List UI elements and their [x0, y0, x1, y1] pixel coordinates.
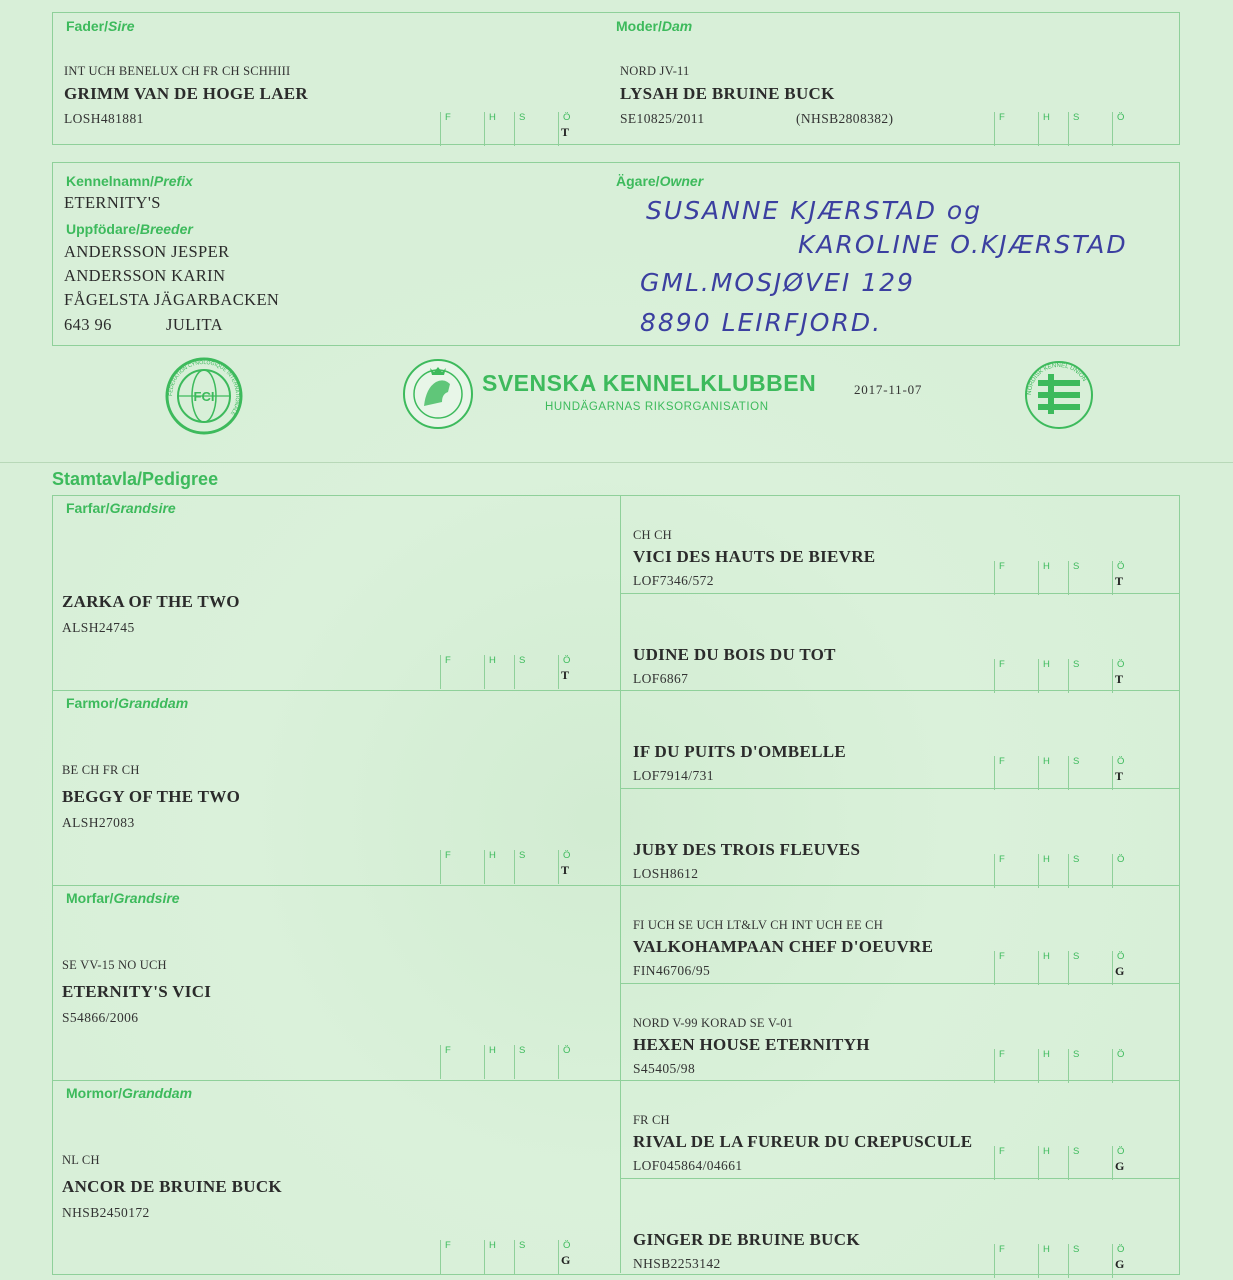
fci-ring-text: FÉDÉRATION CYNOLOGIQUE INTERNATIONALE — [167, 359, 241, 417]
great-grandparent-reg: NHSB2253142 — [633, 1255, 721, 1271]
great-grandparent-titles: NORD V-99 KORAD SE V-01 — [633, 1015, 794, 1030]
great-grandparent-health: F H S Ö — [994, 854, 1154, 888]
org-name: SVENSKA KENNELKLUBBEN — [482, 370, 817, 396]
owner-label: Ägare/Owner — [616, 173, 704, 189]
grandparent-health: F H S Ö G — [440, 1240, 600, 1274]
skk-seal — [402, 358, 474, 430]
great-grandparent-name: IF DU PUITS D'OMBELLE — [633, 742, 847, 761]
grandparent-label: Farmor/Granddam — [66, 695, 189, 711]
dam-titles: NORD JV-11 — [620, 64, 690, 78]
fold-line — [0, 462, 1233, 463]
grandparent-titles: BE CH FR CH — [62, 763, 140, 777]
row-divider — [620, 593, 1180, 594]
great-grandparent-health: F H S Ö T — [994, 659, 1154, 693]
grandparent-titles: NL CH — [62, 1153, 100, 1167]
great-grandparent-health: F H S Ö G — [994, 951, 1154, 985]
great-grandparent-health: F H S Ö T — [994, 561, 1154, 595]
breeder-line: FÅGELSTA JÄGARBACKEN — [64, 290, 280, 309]
grandparent-label: Farfar/Grandsire — [66, 500, 176, 516]
grandparent-name: ZARKA OF THE TWO — [62, 592, 240, 611]
row-divider — [52, 690, 620, 691]
issue-date: 2017-11-07 — [854, 382, 923, 397]
pedigree-divider — [620, 495, 621, 1273]
great-grandparent-reg: LOF6867 — [633, 670, 689, 686]
owner-line: GML.MOSJØVEI 129 — [640, 268, 915, 297]
grandparent-reg: S54866/2006 — [62, 1010, 139, 1025]
breeder-line: ANDERSSON JESPER — [64, 242, 230, 261]
great-grandparent-reg: LOSH8612 — [633, 865, 699, 881]
sire-titles: INT UCH BENELUX CH FR CH SCHHIII — [64, 64, 291, 78]
health-result: T — [1115, 574, 1124, 588]
grandparent-health: F H S Ö T — [440, 655, 600, 689]
grandparent-reg: NHSB2450172 — [62, 1205, 150, 1220]
great-grandparent-reg: S45405/98 — [633, 1060, 696, 1076]
owner-line: SUSANNE KJÆRSTAD og — [646, 196, 983, 225]
great-grandparent-name: VICI DES HAUTS DE BIEVRE — [633, 547, 876, 566]
breeder-line: ANDERSSON KARIN — [64, 266, 226, 285]
prefix-label: Kennelnamn/Prefix — [66, 173, 193, 189]
row-divider — [620, 788, 1180, 789]
grandparent-health: F H S Ö — [440, 1045, 600, 1079]
row-divider — [620, 983, 1180, 984]
great-grandparent-reg: LOF045864/04661 — [633, 1158, 743, 1173]
great-grandparent-titles: FI UCH SE UCH LT&LV CH INT UCH EE CH — [633, 918, 883, 932]
pedigree-heading: Stamtavla/Pedigree — [52, 469, 219, 489]
health-result: T — [1115, 671, 1124, 686]
org-subtitle: HUNDÄGARNAS RIKSORGANISATION — [545, 401, 769, 413]
great-grandparent-name: RIVAL DE LA FUREUR DU CREPUSCULE — [633, 1132, 973, 1151]
owner-line: KAROLINE O.KJÆRSTAD — [798, 230, 1128, 259]
health-result: T — [561, 863, 570, 877]
sire-reg: LOSH481881 — [64, 111, 144, 126]
row-divider — [52, 1080, 620, 1081]
breeder-label: Uppfödare/Breeder — [66, 221, 193, 237]
nku-logo — [1024, 358, 1094, 432]
great-grandparent-name: HEXEN HOUSE ETERNITYH — [633, 1034, 870, 1054]
breeder-city: JULITA — [166, 315, 223, 334]
dam-health: F H S Ö — [994, 112, 1154, 146]
great-grandparent-reg: FIN46706/95 — [633, 963, 711, 978]
breeder-postcode: 643 96 — [64, 315, 112, 334]
grandparent-reg: ALSH24745 — [62, 620, 135, 635]
sire-name: GRIMM VAN DE HOGE LAER — [64, 84, 308, 103]
grandparent-name: BEGGY OF THE TWO — [62, 787, 241, 806]
dam-reg-alt: (NHSB2808382) — [796, 111, 894, 126]
dam-name: LYSAH DE BRUINE BUCK — [620, 84, 835, 103]
grandparent-label: Mormor/Granddam — [66, 1085, 193, 1101]
great-grandparent-health: F H S Ö G — [994, 1244, 1154, 1278]
great-grandparent-reg: LOF7346/572 — [633, 573, 714, 588]
sire-health: F H S Ö T — [440, 112, 600, 146]
dam-reg: SE10825/2011 — [620, 111, 705, 126]
great-grandparent-name: UDINE DU BOIS DU TOT — [633, 644, 836, 664]
owner-line: 8890 LEIRFJORD. — [640, 308, 883, 337]
great-grandparent-health: F H S Ö T — [994, 756, 1154, 790]
health-result: G — [1115, 1256, 1125, 1271]
row-divider — [620, 1080, 1180, 1081]
grandparent-titles: SE VV-15 NO UCH — [62, 958, 167, 972]
great-grandparent-titles: FR CH — [633, 1113, 670, 1127]
kennel-prefix: ETERNITY'S — [64, 193, 161, 212]
health-result: T — [561, 668, 570, 682]
great-grandparent-titles: CH CH — [633, 528, 672, 542]
great-grandparent-health: F H S Ö — [994, 1049, 1154, 1083]
health-result: G — [561, 1253, 571, 1267]
health-result: G — [1115, 1159, 1125, 1173]
nku-ring-text: NORDISK KENNEL UNION — [1026, 362, 1088, 396]
grandparent-name: ETERNITY'S VICI — [62, 982, 212, 1001]
sire-health-result: T — [561, 125, 570, 139]
fci-text: FCI — [193, 389, 215, 404]
grandparent-health: F H S Ö T — [440, 850, 600, 884]
health-result: G — [1115, 964, 1125, 978]
row-divider — [620, 1178, 1180, 1179]
row-divider — [52, 885, 620, 886]
fci-logo — [164, 356, 244, 436]
great-grandparent-name: JUBY DES TROIS FLEUVES — [633, 839, 861, 859]
row-divider — [620, 690, 1180, 691]
health-result: T — [1115, 769, 1124, 783]
grandparent-label: Morfar/Grandsire — [66, 890, 180, 906]
grandparent-name: ANCOR DE BRUINE BUCK — [62, 1177, 282, 1196]
dam-label: Moder/Dam — [616, 18, 693, 34]
grandparent-reg: ALSH27083 — [62, 815, 135, 830]
great-grandparent-name: VALKOHAMPAAN CHEF D'OEUVRE — [633, 937, 934, 956]
sire-label: Fader/Sire — [66, 18, 135, 34]
row-divider — [620, 885, 1180, 886]
great-grandparent-name: GINGER DE BRUINE BUCK — [633, 1229, 860, 1249]
great-grandparent-reg: LOF7914/731 — [633, 768, 714, 783]
great-grandparent-health: F H S Ö G — [994, 1146, 1154, 1180]
